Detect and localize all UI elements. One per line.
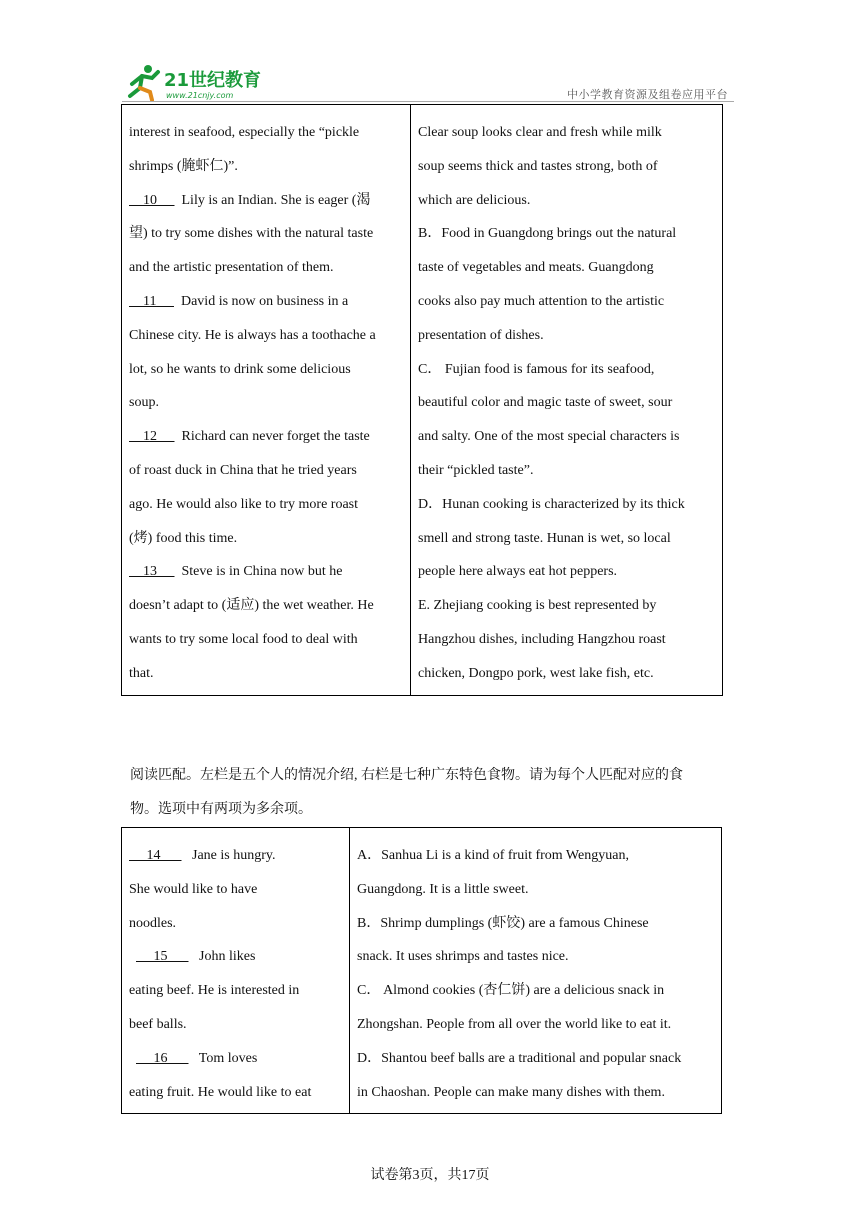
question-text-line: eating beef. He is interested in	[129, 983, 300, 999]
option-line: taste of vegetables and meats. Guangdong	[418, 260, 654, 276]
logo-text: 21世纪教育	[164, 70, 262, 91]
option-line: chicken, Dongpo pork, west lake fish, etc.	[418, 665, 654, 681]
answer-blank-14[interactable]: 14	[146, 848, 161, 863]
question-text-line: doesn’t adapt to (适应) the wet weather. He	[129, 598, 374, 614]
question-text-line: (烤) food this time.	[129, 530, 238, 546]
option-line: smell and strong taste. Hunan is wet, so local	[418, 530, 671, 546]
page-footer: 试卷第3页，共17页	[370, 1168, 490, 1183]
header-tagline: 中小学教育资源及组卷应用平台	[567, 88, 728, 101]
question-text: Richard can never forget the taste	[174, 429, 370, 445]
option-line: which are delicious.	[418, 192, 531, 208]
option-line: Clear soup looks clear and fresh while milk	[418, 125, 662, 140]
option-line: D．Shantou beef balls are a traditional and popular snack	[357, 1050, 682, 1066]
question-text-line: 望) to try some dishes with the natural taste	[129, 226, 374, 242]
matching-table-1	[121, 104, 723, 696]
question-text: Lily is an Indian. She is eager (渴	[174, 192, 371, 208]
answer-blank-13[interactable]: 13	[143, 564, 157, 580]
answer-blank-15[interactable]: 15	[153, 949, 168, 965]
instructions	[130, 759, 730, 827]
option-line: and salty. One of the most special characters is	[418, 429, 680, 445]
question-text-line: and the artistic presentation of them.	[129, 260, 334, 276]
option-line: Zhongshan. People from all over the world like to eat it.	[357, 1016, 672, 1032]
question-text-line: Chinese city. He is always has a toothache a	[129, 327, 376, 343]
logo-url: www.21cnjy.com	[166, 91, 234, 100]
option-line: soup seems thick and tastes strong, both of	[418, 158, 658, 174]
answer-blank-11[interactable]: 11	[143, 293, 157, 309]
question-text-line: wants to try some local food to deal with	[129, 631, 358, 647]
logo-21cnjy	[122, 62, 272, 102]
question-text: John likes	[188, 949, 256, 965]
question-14	[129, 839, 341, 873]
question-text-line: noodles.	[129, 915, 177, 931]
option-line: Guangdong. It is a little sweet.	[357, 881, 529, 897]
question-text-line: lot, so he wants to drink some delicious	[129, 361, 351, 377]
option-line: C． Almond cookies (杏仁饼) are a delicious snack in	[357, 983, 665, 999]
question-text: Tom loves	[188, 1050, 258, 1066]
option-line: B．Food in Guangdong brings out the natural	[418, 226, 677, 242]
question-text-line: beef balls.	[129, 1016, 187, 1032]
question-13	[129, 555, 402, 589]
option-line: B．Shrimp dumplings (虾饺) are a famous Chinese	[357, 915, 649, 931]
question-10	[129, 184, 402, 218]
t2-right-cell	[350, 828, 722, 1114]
question-text-line: soup.	[129, 395, 159, 411]
question-text: Steve is in China now but he	[174, 564, 343, 580]
matching-table-2	[121, 827, 722, 1114]
instructions-line-1: 阅读匹配。左栏是五个人的情况介绍, 右栏是七种广东特色食物。请为每个人匹配对应的食	[130, 768, 683, 783]
option-line: D．Hunan cooking is characterized by its thick	[418, 496, 685, 512]
option-line: people here always eat hot peppers.	[418, 564, 618, 580]
question-text: David is now on business in a	[173, 293, 349, 309]
question-text: Jane is hungry.	[181, 848, 276, 863]
question-11	[129, 285, 402, 319]
question-text-line: eating fruit. He would like to eat	[129, 1084, 312, 1100]
question-text-line: that.	[129, 665, 154, 681]
option-line: in Chaoshan. People can make many dishes with them.	[357, 1084, 665, 1100]
question-text-line: She would like to have	[129, 881, 258, 897]
option-line: their “pickled taste”.	[418, 462, 534, 478]
question-text-line: of roast duck in China that he tried years	[129, 462, 357, 478]
question-12	[129, 420, 402, 454]
t2-left-cell	[122, 828, 350, 1114]
option-line: cooks also pay much attention to the artistic	[418, 293, 665, 309]
passage-line: interest in seafood, especially the “pickle	[129, 125, 360, 140]
answer-blank-10[interactable]: 10	[143, 192, 157, 208]
option-line: A．Sanhua Li is a kind of fruit from Wengyuan,	[357, 848, 629, 863]
answer-blank-12[interactable]: 12	[143, 429, 157, 445]
option-line: snack. It uses shrimps and tastes nice.	[357, 949, 569, 965]
option-line: C． Fujian food is famous for its seafood,	[418, 361, 655, 377]
option-line: beautiful color and magic taste of sweet, sour	[418, 395, 673, 411]
question-15	[129, 940, 341, 974]
t1-right-cell	[411, 105, 723, 696]
header-divider	[122, 101, 734, 102]
option-line: presentation of dishes.	[418, 327, 544, 343]
question-text-line: ago. He would also like to try more roast	[129, 496, 359, 512]
t1-left-cell	[122, 105, 411, 696]
option-line: Hangzhou dishes, including Hangzhou roast	[418, 631, 666, 647]
passage-line: shrimps (腌虾仁)”.	[129, 158, 238, 174]
question-16	[129, 1042, 341, 1076]
page-header	[122, 62, 734, 104]
instructions-line-2: 物。选项中有两项为多余项。	[130, 802, 312, 817]
answer-blank-16[interactable]: 16	[153, 1050, 168, 1066]
option-line: E. Zhejiang cooking is best represented by	[418, 598, 657, 614]
